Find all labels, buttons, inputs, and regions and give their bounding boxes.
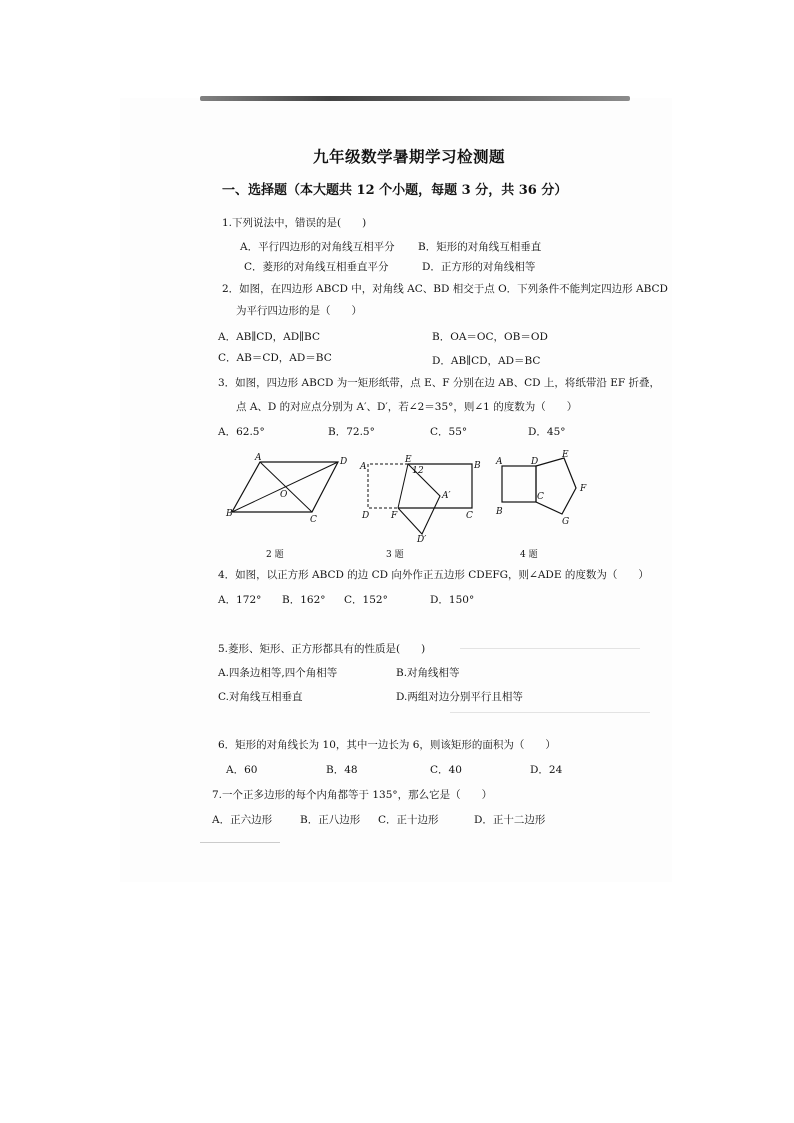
- fig4-label-c: C: [537, 492, 544, 502]
- question-6-option-c: C．40: [430, 764, 462, 776]
- figure-q3-folded-strip: [360, 455, 481, 545]
- question-5-stem: 5.菱形、矩形、正方形都具有的性质是( ): [218, 643, 426, 655]
- fig4-label-g: G: [562, 517, 570, 527]
- page-title: 九年级数学暑期学习检测题: [313, 147, 506, 166]
- question-7-option-b: B．正八边形: [300, 814, 361, 826]
- pencil-mark: [200, 842, 280, 843]
- fig3-label-a-prime: A′: [442, 491, 451, 501]
- fig4-label-a: A: [496, 457, 503, 467]
- question-1-option-a: A．平行四边形的对角线互相平分: [240, 241, 395, 253]
- question-2-option-b: B．OA＝OC，OB＝OD: [432, 331, 548, 343]
- question-5-option-d: D.两组对边分别平行且相等: [396, 691, 523, 703]
- question-7-option-a: A．正六边形: [212, 814, 273, 826]
- question-4-stem: 4．如图，以正方形 ABCD 的边 CD 向外作正五边形 CDEFG，则∠ADE 的度数为（ ）: [218, 569, 649, 581]
- fig3-label-d: D: [362, 511, 370, 521]
- fig2-label-d: D: [340, 457, 348, 467]
- fig3-label-f: F: [391, 511, 398, 521]
- question-4-option-c: C．152°: [344, 594, 388, 606]
- question-1-stem: 1.下列说法中，错误的是( ): [222, 217, 367, 229]
- fig2-label-o: O: [280, 490, 288, 500]
- question-1-option-d: D．正方形的对角线相等: [422, 261, 536, 273]
- fig2-label-b: B: [226, 509, 233, 519]
- question-4-option-b: B．162°: [282, 594, 326, 606]
- question-5-option-c: C.对角线互相垂直: [218, 691, 303, 703]
- question-1-option-b: B．矩形的对角线互相垂直: [418, 241, 542, 253]
- question-5-option-b: B.对角线相等: [396, 667, 460, 679]
- question-3-option-a: A．62.5°: [218, 426, 265, 438]
- question-2-option-c: C．AB＝CD，AD＝BC: [218, 352, 332, 364]
- question-3-stem-cont: 点 A、D 的对应点分别为 A′、D′，若∠2＝35°，则∠1 的度数为（ ）: [236, 401, 578, 413]
- question-4-option-d: D．150°: [430, 594, 475, 606]
- fig3-label-e: E: [405, 455, 412, 465]
- question-7-option-d: D．正十二边形: [474, 814, 546, 826]
- figure-4-caption: 4 题: [520, 550, 538, 560]
- question-6-option-b: B．48: [326, 764, 358, 776]
- question-6-stem: 6．矩形的对角线长为 10，其中一边长为 6，则该矩形的面积为（ ）: [218, 739, 556, 751]
- question-4-option-a: A．172°: [218, 594, 262, 606]
- fig4-label-e: E: [562, 450, 569, 460]
- question-2-option-a: A．AB∥CD，AD∥BC: [218, 331, 320, 343]
- question-3-option-c: C．55°: [430, 426, 468, 438]
- question-2-option-d: D．AB∥CD，AD＝BC: [432, 355, 541, 367]
- question-2-stem-cont: 为平行四边形的是（ ）: [236, 305, 362, 317]
- scan-edge-shadow: [200, 96, 630, 101]
- figure-3-caption: 3 题: [386, 550, 404, 560]
- fig3-label-2: 2: [418, 466, 424, 476]
- question-1-option-c: C．菱形的对角线互相垂直平分: [244, 261, 389, 273]
- figure-q2-parallelogram: [222, 452, 358, 524]
- fig3-label-d-prime: D′: [417, 535, 427, 545]
- question-7-stem: 7.一个正多边形的每个内角都等于 135°，那么它是（ ）: [212, 789, 493, 801]
- question-3-option-b: B．72.5°: [328, 426, 375, 438]
- fig3-label-a: A: [360, 462, 367, 472]
- figure-2-caption: 2 题: [266, 550, 284, 560]
- question-6-option-d: D．24: [530, 764, 563, 776]
- question-5-option-a: A.四条边相等,四个角相等: [218, 667, 338, 679]
- fig3-label-1: 1: [412, 466, 418, 476]
- fig4-label-d: D: [531, 457, 539, 467]
- section-heading: 一、选择题（本大题共 12 个小题，每题 3 分，共 36 分）: [222, 183, 568, 198]
- figure-q4-square-pentagon: [492, 452, 602, 534]
- question-3-stem: 3．如图，四边形 ABCD 为一矩形纸带，点 E、F 分别在边 AB、CD 上，将纸带沿 EF 折叠，: [218, 377, 660, 389]
- fig3-label-c: C: [466, 511, 473, 521]
- question-2-stem: 2．如图，在四边形 ABCD 中，对角线 AC、BD 相交于点 O．下列条件不能判定四边形 ABCD: [222, 283, 668, 295]
- bleed-through-mark: [450, 712, 650, 713]
- fig4-label-f: F: [580, 484, 587, 494]
- question-7-option-c: C．正十边形: [378, 814, 439, 826]
- fig2-label-c: C: [310, 515, 317, 525]
- fig3-label-b: B: [474, 461, 481, 471]
- question-6-option-a: A．60: [226, 764, 258, 776]
- question-3-option-d: D．45°: [528, 426, 566, 438]
- bleed-through-mark: [460, 648, 640, 649]
- fig2-label-a: A: [255, 453, 262, 463]
- fig4-label-b: B: [496, 507, 503, 517]
